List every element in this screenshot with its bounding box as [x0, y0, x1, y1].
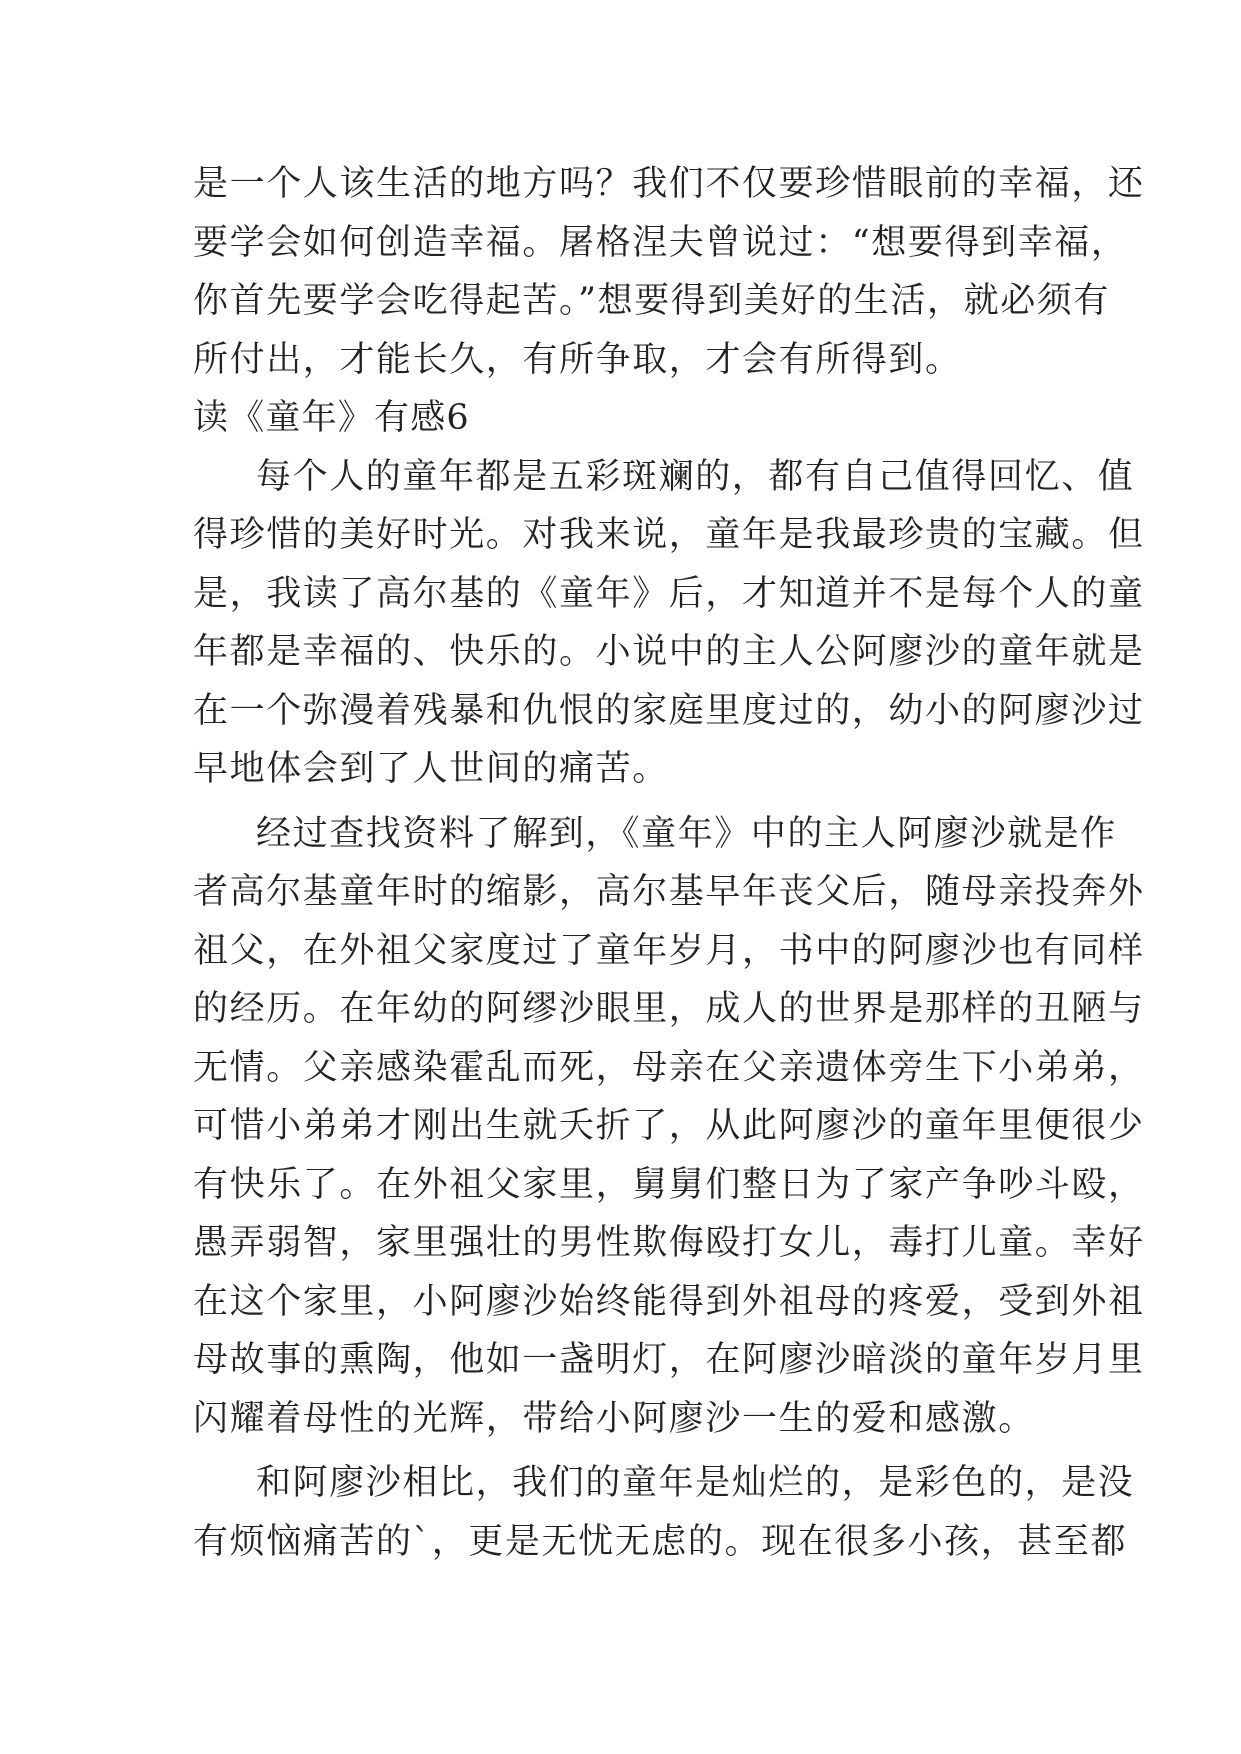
text-line: 是，我读了高尔基的《童年》后，才知道并不是每个人的童: [193, 573, 1145, 614]
text-line: 和阿廖沙相比，我们的童年是灿烂的，是彩色的，是没: [256, 1463, 1135, 1503]
text-line: 所付出，才能长久，有所争取，才会有所得到。: [193, 339, 962, 380]
continuation-paragraph: [193, 155, 1145, 389]
text-line: 要学会如何创造幸福。屠格涅夫曾说过：“想要得到幸福，: [193, 222, 1128, 263]
document-body: [193, 155, 1145, 1571]
paragraph-1: [193, 448, 1145, 799]
paragraph-2: [193, 805, 1145, 1449]
text-line: 你首先要学会吃得起苦。”想要得到美好的生活，就必须有: [193, 281, 1110, 321]
text-line: 在一个弥漫着残暴和仇恨的家庭里度过的，幼小的阿廖沙过: [193, 690, 1145, 731]
text-line: 年都是幸福的、快乐的。小说中的主人公阿廖沙的童年就是: [193, 632, 1145, 672]
text-line: 愚弄弱智，家里强壮的男性欺侮殴打女儿，毒打儿童。幸好: [193, 1223, 1145, 1263]
text-line: 无情。父亲感染霍乱而死，母亲在父亲遗体旁生下小弟弟，: [193, 1047, 1145, 1088]
text-line: 在这个家里，小阿廖沙始终能得到外祖母的疼爱，受到外祖: [193, 1281, 1145, 1322]
text-line: 闪耀着母性的光辉，带给小阿廖沙一生的爱和感激。: [193, 1398, 1035, 1439]
section-title: 读《童年》有感6: [193, 398, 470, 438]
text-line: 早地体会到了人世间的痛苦。: [193, 749, 669, 789]
text-line: 有烦恼痛苦的`，更是无忧无虑的。现在很多小孩，甚至都: [193, 1521, 1128, 1562]
text-line: 可惜小弟弟才刚出生就夭折了，从此阿廖沙的童年里便很少: [193, 1106, 1145, 1146]
text-line: 者高尔基童年时的缩影，高尔基早年丧父后，随母亲投奔外: [193, 872, 1145, 912]
text-line: 有快乐了。在外祖父家里，舅舅们整日为了家产争吵斗殴，: [193, 1164, 1145, 1205]
text-line: 母故事的熏陶，他如一盏明灯，在阿廖沙暗淡的童年岁月里: [193, 1340, 1145, 1380]
text-line: 得珍惜的美好时光。对我来说，童年是我最珍贵的宝藏。但: [193, 515, 1145, 555]
text-line: 祖父，在外祖父家度过了童年岁月，书中的阿廖沙也有同样: [193, 930, 1145, 971]
text-line: 是一个人该生活的地方吗？我们不仅要珍惜眼前的幸福，还: [193, 164, 1145, 204]
text-line: 经过查找资料了解到，《童年》中的主人阿廖沙就是作: [256, 813, 1117, 854]
paragraph-3: [193, 1454, 1135, 1571]
text-line: 每个人的童年都是五彩斑斓的，都有自己值得回忆、值: [256, 456, 1135, 497]
text-line: 的经历。在年幼的阿缪沙眼里，成人的世界是那样的丑陋与: [193, 989, 1145, 1029]
